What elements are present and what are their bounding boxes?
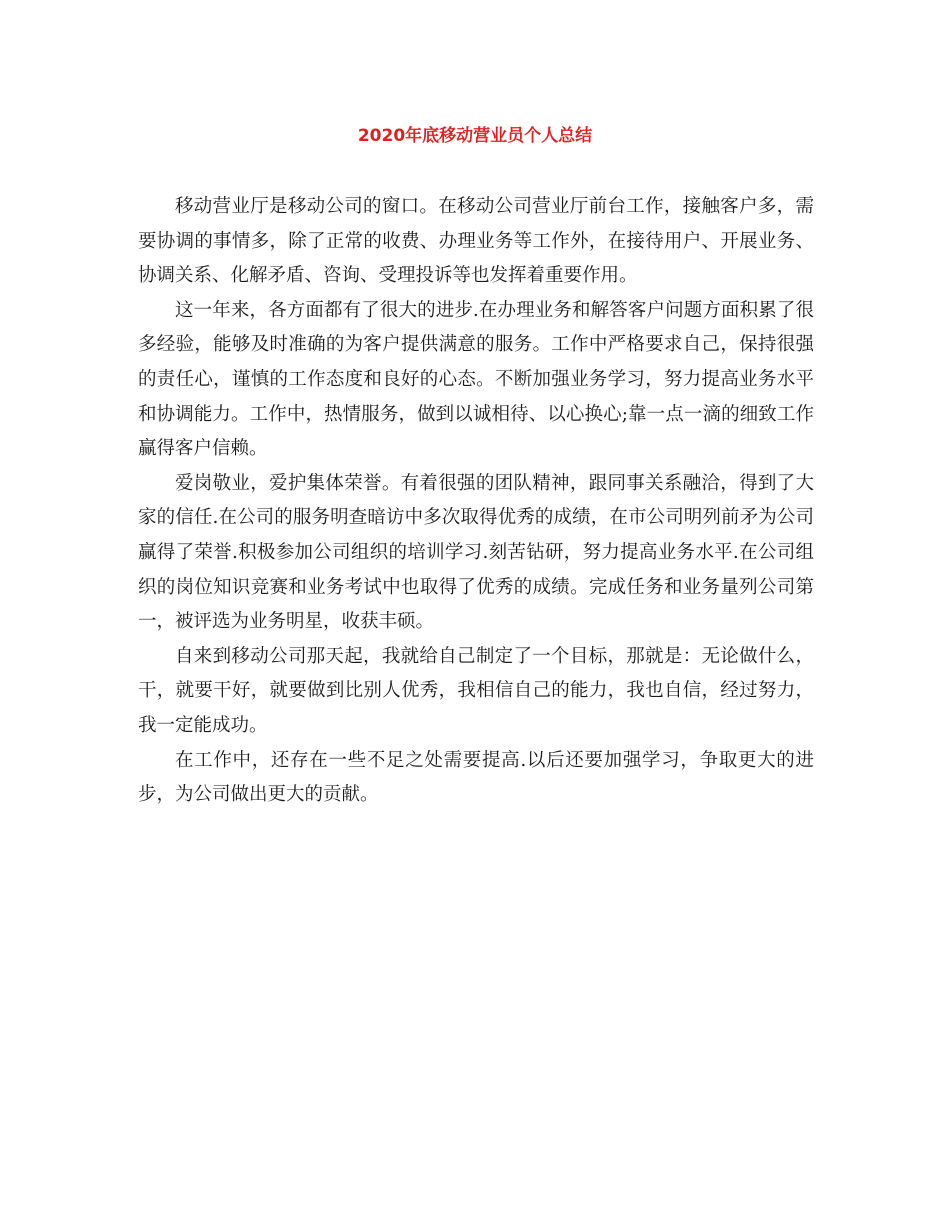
paragraph-1: 移动营业厅是移动公司的窗口。在移动公司营业厅前台工作，接触客户多，需要协调的事情多，除了正常的收费、办理业务等工作外，在接待用户、开展业务、协调关系、化解矛盾、咨询、受理投诉等也发挥着重要作用。	[138, 196, 814, 287]
paragraph-4: 自来到移动公司那天起，我就给自己制定了一个目标，那就是：无论做什么，干，就要干好，就要做到比别人优秀，我相信自己的能力，我也自信，经过努力，我一定能成功。	[138, 645, 814, 736]
paragraph-5: 在工作中，还存在一些不足之处需要提高.以后还要加强学习，争取更大的进步，为公司做出更大的贡献。	[138, 749, 814, 806]
paragraph-3: 爱岗敬业，爱护集体荣誉。有着很强的团队精神，跟同事关系融洽，得到了大家的信任.在公司的服务明查暗访中多次取得优秀的成绩，在市公司明列前矛为公司赢得了荣誉.积极参加公司组织的培训学习.刻苦钻研，努力提高业务水平.在公司组织的岗位知识竞赛和业务考试中也取得了优秀的成绩。完成任务和业务量列公司第一，被评选为业务明星，收获丰硕。	[138, 472, 814, 633]
document-body	[138, 190, 814, 813]
paragraph-2: 这一年来，各方面都有了很大的进步.在办理业务和解答客户问题方面积累了很多经验，能够及时准确的为客户提供满意的服务。工作中严格要求自己，保持很强的责任心，谨慎的工作态度和良好的心态。不断加强业务学习，努力提高业务水平和协调能力。工作中，热情服务，做到以诚相待、以心换心;靠一点一滴的细致工作赢得客户信赖。	[138, 299, 814, 460]
document-title: 2020年底移动营业员个人总结	[357, 126, 593, 146]
